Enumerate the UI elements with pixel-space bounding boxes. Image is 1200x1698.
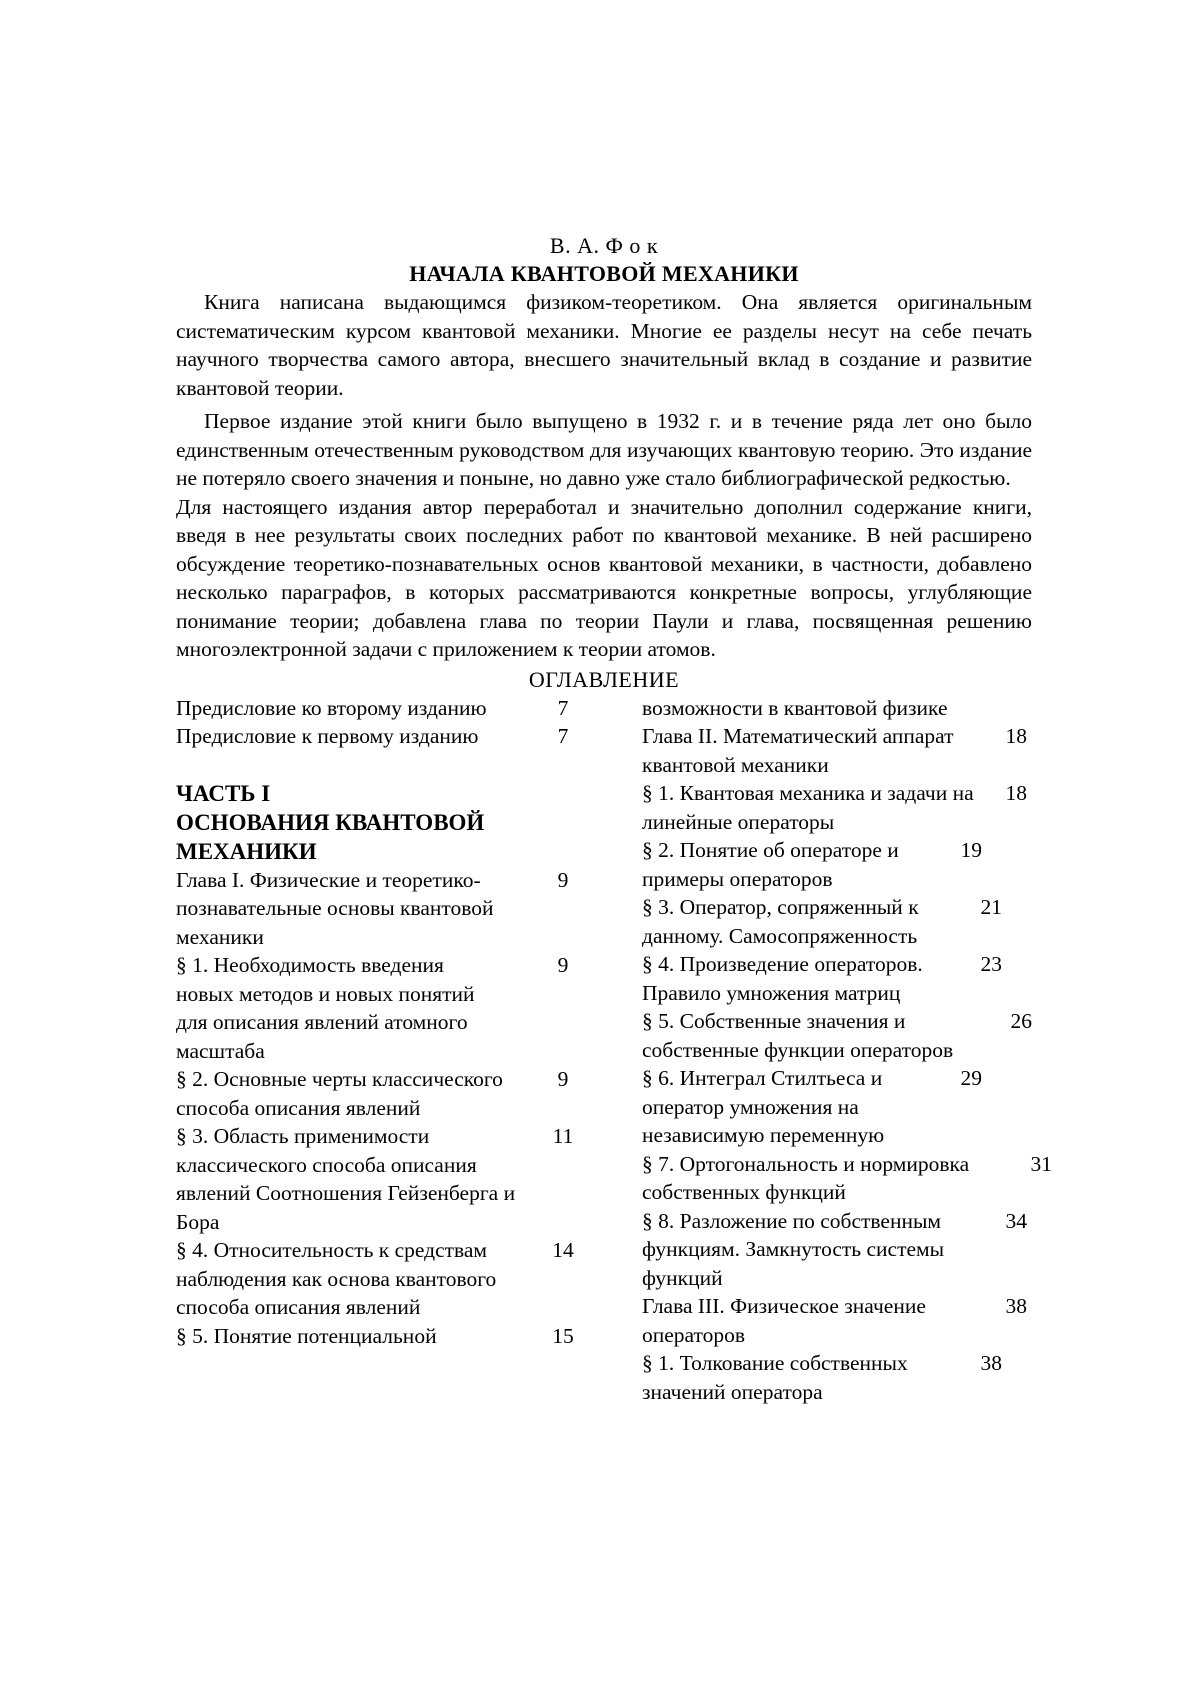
table-of-contents xyxy=(176,694,1052,1454)
toc-entry xyxy=(642,1007,1056,1064)
toc-entry-title: § 3. Область применимости классического способа описания явлений Соотношения Гейзенберга и Бора xyxy=(176,1124,516,1234)
toc-heading: ОГЛАВЛЕНИЕ xyxy=(528,666,680,692)
toc-entry-title: § 2. Основные черты классического способа описания явлений xyxy=(176,1067,503,1120)
toc-entry-page: 18 xyxy=(1005,724,1027,748)
toc-entry xyxy=(176,722,586,751)
toc-entry xyxy=(176,1065,586,1122)
toc-entry-page: 15 xyxy=(552,1323,574,1348)
toc-right-column xyxy=(642,694,1056,1407)
toc-entry-title: § 5. Понятие потенциальной xyxy=(176,1323,437,1348)
author-name: В. А. Ф о к xyxy=(549,233,659,258)
toc-entry-page: 34 xyxy=(1005,1208,1027,1233)
toc-entry-page: 14 xyxy=(552,1238,574,1262)
toc-entry-page: 19 xyxy=(960,838,982,862)
toc-entry-page: 23 xyxy=(980,952,1002,976)
book-title: НАЧАЛА КВАНТОВОЙ МЕХАНИКИ xyxy=(409,261,799,286)
toc-entry-title: Предисловие ко второму изданию xyxy=(176,695,487,720)
toc-entry-continuation xyxy=(642,694,1056,723)
part-title: ОСНОВАНИЯ КВАНТОВОЙ МЕХАНИКИ xyxy=(176,809,485,864)
toc-entry-title: § 7. Ортогональность и нормировка собственных функций xyxy=(642,1151,970,1204)
toc-entry-title: возможности в квантовой физике xyxy=(642,695,948,720)
toc-entry-page: 9 xyxy=(557,1067,569,1091)
toc-entry-page: 38 xyxy=(1005,1294,1027,1318)
toc-entry xyxy=(176,1322,586,1351)
toc-entry xyxy=(176,694,586,723)
toc-entry-page: 21 xyxy=(980,895,1002,919)
toc-entry xyxy=(642,836,1056,893)
toc-entry-page: 11 xyxy=(552,1124,574,1148)
toc-entry-title: Предисловие к первому изданию xyxy=(176,724,479,748)
toc-entry-title: § 2. Понятие об операторе и примеры операторов xyxy=(642,838,899,891)
toc-entry-title: § 1. Необходимость введения новых методов и новых понятий для описания явлений атомного масштаба xyxy=(176,953,475,1063)
toc-entry-title: § 3. Оператор, сопряженный к данному. Самосопряженность xyxy=(642,895,919,948)
part-label: ЧАСТЬ I xyxy=(176,780,271,806)
toc-entry-title: § 5. Собственные значения и собственные функции операторов xyxy=(642,1009,954,1062)
toc-entry-title: § 1. Толкование собственных значений оператора xyxy=(642,1351,908,1404)
part-heading xyxy=(176,779,586,866)
toc-entry-title: § 1. Квантовая механика и задачи на линейные операторы xyxy=(642,781,974,834)
toc-entry-page: 38 xyxy=(980,1351,1002,1375)
toc-entry xyxy=(176,1236,586,1322)
toc-entry-page: 26 xyxy=(1010,1009,1032,1033)
toc-entry-title: Глава I. Физические и теоретико-познавательные основы квантовой механики xyxy=(176,867,494,949)
toc-entry xyxy=(642,950,1056,1007)
toc-entry xyxy=(642,722,1056,779)
toc-entry xyxy=(642,779,1056,836)
toc-entry-title: Глава III. Физическое значение операторов xyxy=(642,1294,926,1347)
toc-entry-page: 7 xyxy=(557,724,569,748)
toc-entry-page: 9 xyxy=(557,953,569,977)
toc-entry-page: 29 xyxy=(960,1066,982,1090)
toc-entry-page: 31 xyxy=(1030,1151,1052,1176)
toc-entry-title: § 4. Произведение операторов. Правило умножения матриц xyxy=(642,952,923,1005)
toc-entry xyxy=(642,1064,1056,1150)
toc-entry-title: § 6. Интеграл Стилтьеса и оператор умножения на независимую переменную xyxy=(642,1066,885,1147)
toc-left-column xyxy=(176,694,586,1351)
toc-entry xyxy=(642,1207,1056,1293)
toc-entry-page: 7 xyxy=(557,695,569,720)
toc-entry-page: 9 xyxy=(557,867,569,892)
toc-entry xyxy=(642,1349,1056,1406)
toc-entry xyxy=(642,893,1056,950)
toc-entry xyxy=(176,866,586,952)
toc-entry-title: Глава II. Математический аппарат квантовой механики xyxy=(642,724,954,777)
annotation-paragraph-2: Первое издание этой книги было выпущено в 1932 г. и в течение ряда лет оно было единственным отечественным руководством для изучающих квантовую теорию. Это издание не потеряло своего значения и поныне, но давно уже стало библиографической редкостью. xyxy=(176,409,1032,490)
annotation-paragraph-1: Книга написана выдающимся физиком-теоретиком. Она является оригинальным систематическим курсом квантовой механики. Многие ее разделы несут на себе печать научного творчества самого автора, внесшего значительный вклад в создание и развитие квантовой теории. xyxy=(176,290,1032,400)
toc-entry-page: 18 xyxy=(1005,781,1027,805)
annotation-paragraph-3: Для настоящего издания автор переработал и значительно дополнил содержание книги, введя в нее результаты своих последних работ по квантовой механике. В ней расширено обсуждение теоретико-познавательных основ квантовой механики, в частности, добавлено несколько параграфов, в которых рассматриваются конкретные вопросы, углубляющие понимание теории; добавлена глава по теории Паули и глава, посвященная решению многоэлектронной задачи с приложением к теории атомов. xyxy=(176,494,1032,661)
toc-entry-title: § 8. Разложение по собственным функциям. Замкнутость системы функций xyxy=(642,1208,945,1290)
toc-entry xyxy=(176,1122,586,1236)
toc-entry-title: § 4. Относительность к средствам наблюдения как основа квантового способа описания явлений xyxy=(176,1238,497,1319)
page xyxy=(176,232,1052,1454)
toc-entry xyxy=(642,1150,1056,1207)
toc-entry xyxy=(642,1292,1056,1349)
toc-entry xyxy=(176,951,586,1065)
